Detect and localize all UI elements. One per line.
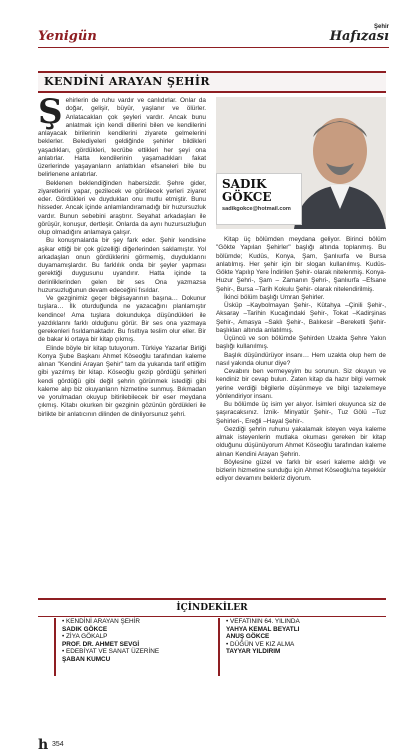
- toc-author: SADIK GÖKCE: [62, 625, 108, 633]
- paragraph: Bu konuşmalarda bir şey fark eder. Şehir kendisine aşikar ettiği bir çok güzelliği diğerlerinden saklamıştır. Yol arkadaşları onun gördüklerini görmemiş, duyduklarını duyamamışlardır. Bu farklılık onda bir şeyler yapması gerektiği duygusunu uyandırır. Hatta içinde ta derinliklerinden gelen bir ses Ona yazmazsa huzursuzluğunun devam edeceğini fısıldar.: [38, 237, 206, 294]
- paragraph: Üsküp –Kaybolmayan Şehir-, Kütahya –Çinili Şehir-, Aksaray –Tarihin Kucağındaki Şehir-, Tokat –Kadirşinas Şehir-, Amasya –Saklı Şehir-, Balıkesir –Bereketli Şehir- başlıkları altında anlatılmış.: [216, 302, 386, 334]
- toc-title: İÇİNDEKİLER: [176, 603, 248, 613]
- section-logo-small: Şehir: [373, 24, 389, 30]
- footer-logo: h: [38, 737, 49, 753]
- author-name: SADIK GÖKCE: [222, 177, 272, 204]
- paragraph: Üçüncü ve son bölümde Şehirden Uzakta Şehre Yakın başlığı kullanılmış.: [216, 335, 386, 351]
- paragraph: Gezdiği şehrin ruhunu yakalamak isteyen veya kaleme almak isteyenlerin mutlaka okuması gereken bir kitap olduğunu düşünüyorum Ahmet Köseoğlu tarafından kaleme alınan Kendini Arayan Şehrin.: [216, 425, 386, 458]
- toc-entry[interactable]: • EDEBİYAT VE SANAT ÜZERİNE: [62, 648, 160, 656]
- paragraph: Cevabını ben vermeyeyim bu sorunun. Siz okuyun ve kendiniz bir cevap bulun. Zaten kitap da hazır bilgi vermek yerine verdiği bilgilerle düşünmeye ve bilgi tazelemeye yönlendiriyor insanı.: [216, 368, 386, 400]
- toc-entry[interactable]: • ZİYA GÖKALP: [62, 633, 108, 641]
- section-logo-big: Hafızası: [329, 29, 389, 44]
- author-email: sadikgokce@hotmail.com: [222, 206, 291, 212]
- toc-author: ANUŞ GÖKCE: [226, 633, 270, 641]
- paragraph: Ve gezginimiz geçer bilgisayarının başına… Dokunur tuşlara… İlk oturduğunda ne yazacağını planlamıştır kendince! Ama tuşlara dokundukça düşündükleri ile yazdıklarını farklı olduğunu görür. Bir ses ona yazmaya gerekenleri fısıldamaktadır. Bu fısıltıya teslim olur eller. Bir de bakar ki ortaya bir kitap çıkmış.: [38, 295, 206, 344]
- toc-author: PROF. DR. AHMET SEVGİ: [62, 640, 140, 648]
- article-title: KENDİNİ ARAYAN ŞEHİR: [44, 75, 210, 88]
- paragraph: ehirlerin de ruhu vardır ve canlıdırlar. Onlar da doğar, gelişir, büyür, yaşlanır ve ölürler. Anlatacakları çok şeyleri vardır. Ancak bunu anlatmak için kendi dillerini bilen ve kendilerini anlayacak birilerinin kendilerini ziyarete gelmelerini beklerler. Belediyeleri geldiğinde şehirler bildikleri yaşadıkları, gördükleri, tecrübe ettikleri her şeyi ona anlatırlar. Hatta kendilerinin yaşamadıkları fakat üzerlerinde yaşayanların anlattıkları efsaneleri bile bu belirlenene anlatırlar.: [38, 97, 206, 179]
- toc-author: TAYYAR YILDIRIM: [226, 648, 281, 656]
- article-right-column: [216, 236, 386, 588]
- toc-entry[interactable]: • KENDİNİ ARAYAN ŞEHİR: [62, 618, 140, 625]
- header-rule: [38, 47, 389, 48]
- toc-left-list: [62, 618, 212, 664]
- article-title-bar: [38, 71, 386, 93]
- page-number: 354: [52, 741, 64, 748]
- author-box: [216, 173, 302, 225]
- toc-author: YAHYA KEMAL BEYATLI: [226, 625, 300, 633]
- paragraph: Beklenen beklendiğinden habersizdir. Şehre gider, ziyaretlerini yapar, gezilecek ve görülecek yerleri ziyaret eder. Gördükleri ve duydukları onu mutlu etmiştir. Bunu hisseder. Ancak içinde anlamlandıramadığı bir huzursuzluk vardır. Bunun sebebini araştırır. Seyahat arkadaşları ile görüşür, konuşur, dertleşir. Onlarda da aynı huzursuzluğun olup olmadığını anlamaya çalışır.: [38, 179, 206, 236]
- paragraph: Kitap üç bölümden meydana geliyor. Birinci bölüm "Gökte Yapılan Şehirler" başlığı altında toplanmış. Bu bölümde; Kudüs, Konya, Şam, Şanlıurfa ve Bursa anlatılmış. Her şehir için bir slogan kullanılmış. Kudüs- Gökte Yapılıp Yere İndirilen Şehir- olarak nitelenmiş. Konya-Huzur Şehri-, Şam – Zamanın Şehri-, Şanlıurfa –Efsane Şehir-, Bursa –Tarih Kokulu Şehir- olarak nitelendirilmiş.: [216, 236, 386, 293]
- paragraph: Başlık düşündürüyor insanı… Hem uzakta olup hem de nasıl yakında olunur diye?: [216, 351, 386, 367]
- toc-entry[interactable]: • DÜĞÜN VE KIZ ALMA: [226, 640, 295, 648]
- paragraph: Elinde böyle bir kitap tutuyorum. Türkiye Yazarlar Birliği Konya Şube Başkanı Ahmet Köseoğlu tarafından kaleme alınan "Kendini Arayan Şehir" tam da yukarıda tarif ettiğim gibi yazılmış bir kitap. Köseoğlu gezip gördüğü şehirleri kendi gördüğü gibi değil şehrin görünmek istediği gibi kaleme alıp biz okuyanların hizmetine sunmuş. Bıkmadan ve yorulmadan okuyup bitirilebilecek bir eser meydana çıkmış. Kitabı okurken bir gezginin gözünün gördükleri ile birlikte bir anlatıcının dilinden de dinliyorsunuz şehri.: [38, 344, 206, 418]
- drop-cap: Ş: [38, 97, 63, 132]
- toc-right-list: [226, 618, 376, 656]
- paragraph: Bu bölümde üç isim yer alıyor. İsimleri okuyunca siz de şaşıracaksınız. İznik- Minyatür Şehir-, Tuz Gölü –Tuz Şehirleri-, Ereğli –Hayal Şehir-.: [216, 401, 386, 425]
- article-left-column: [38, 97, 206, 587]
- toc-author: ŞABAN KUMCU: [62, 655, 111, 663]
- section-logo: [330, 24, 389, 43]
- toc-title-bar: [38, 598, 386, 617]
- page-header: [0, 0, 403, 66]
- magazine-brand: Yenigün: [38, 29, 97, 44]
- table-of-contents: [38, 598, 386, 738]
- paragraph: İkinci bölüm başlığı Umran Şehirler.: [224, 293, 325, 301]
- toc-entry[interactable]: • VEFATININ 64. YILINDA: [226, 618, 300, 625]
- paragraph: Böylesine güzel ve farklı bir eseri kaleme aldığı ve bizlerin hizmetine sunduğu için Ahmet Köseoğlu'na teşekkür ediyor devamını bekleriz diyorum.: [216, 458, 386, 483]
- toc-left-accent: [54, 618, 56, 676]
- toc-right-accent: [218, 618, 220, 676]
